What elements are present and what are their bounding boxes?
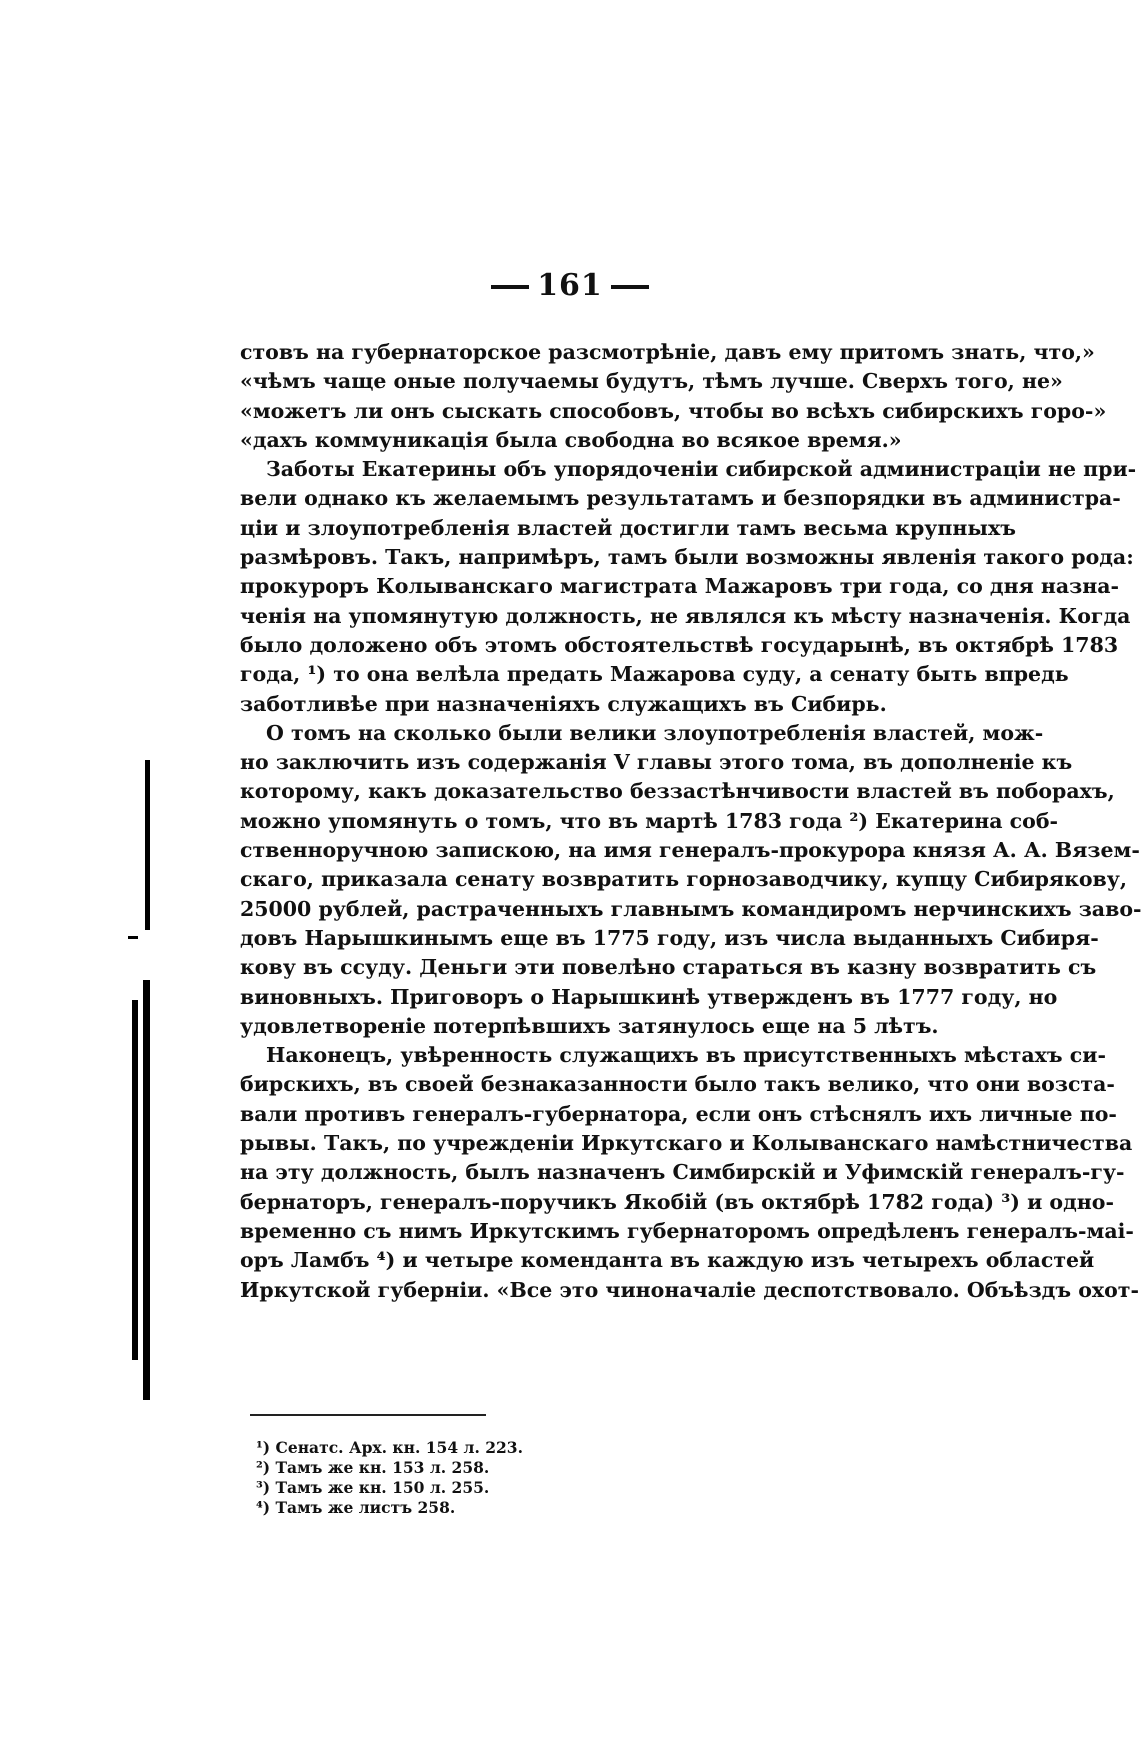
footnotes [256,1438,756,1518]
footnote-divider [250,1414,486,1416]
text-line: рывы. Такъ, по учрежденіи Иркутскаго и Колыванскаго намѣстничества [240,1131,1133,1156]
text-line: «можетъ ли онъ сыскать способовъ, чтобы во всѣхъ сибирскихъ горо-» [240,398,1107,423]
text-line: удовлетвореніе потерпѣвшихъ затянулось еще на 5 лѣтъ. [240,1013,939,1038]
text-line: было доложено объ этомъ обстоятельствѣ государынѣ, въ октябрѣ 1783 [240,632,1119,657]
text-line: «дахъ коммуникація была свободна во всякое время.» [240,427,902,452]
text-line: Наконецъ, увѣренность служащихъ въ присутственныхъ мѣстахъ си- [266,1043,1106,1068]
page-number: 161 [537,268,603,303]
text-line: но заключить изъ содержанія V главы этого тома, въ дополненіе къ [240,750,1073,775]
text-line: «чѣмъ чаще оные получаемы будутъ, тѣмъ лучше. Сверхъ того, не» [240,369,1063,394]
text-line: стовъ на губернаторское разсмотрѣніе, давъ ему притомъ знать, что,» [240,340,1095,364]
text-line: скаго, приказала сенату возвратить горнозаводчику, купцу Сибирякову, [240,867,1128,892]
footnote: ³) Тамъ же кн. 150 л. 255. [256,1478,490,1497]
text-line: О томъ на сколько были велики злоупотребленія властей, мож- [266,720,1044,745]
text-line: можно упомянуть о томъ, что въ мартѣ 1783 года ²) Екатерина соб- [240,808,1059,833]
page-number-header [0,268,1140,303]
text-line: года, ¹) то она велѣла предать Мажарова суду, а сенату быть впредь [240,662,1069,687]
text-line: на эту должность, былъ назначенъ Симбирскій и Уфимскій генералъ-гу- [240,1160,1125,1185]
text-line: ціи и злоупотребленія властей достигли тамъ весьма крупныхъ [240,515,1016,540]
text-line: вали противъ генералъ-губернатора, если онъ стѣснялъ ихъ личные по- [240,1101,1117,1126]
text-line: ственноручною запискою, на имя генералъ-прокурора князя А. А. Вязем- [240,838,1140,863]
footnote: ¹) Сенатс. Арх. кн. 154 л. 223. [256,1438,523,1457]
text-line: которому, какъ доказательство беззастѣнчивости властей въ поборахъ, [240,779,1115,804]
body-text [240,338,1142,1305]
text-line: бернаторъ, генералъ-поручикъ Якобій (въ октябрѣ 1782 года) ³) и одно- [240,1189,1114,1214]
header-left-dash [491,285,529,289]
footnote: ²) Тамъ же кн. 153 л. 258. [256,1458,490,1477]
text-line: бирскихъ, въ своей безнаказанности было такъ велико, что они возста- [240,1072,1115,1097]
text-line: прокуроръ Колыванскаго магистрата Мажаровъ три года, со дня назна- [240,574,1120,599]
text-line: размѣровъ. Такъ, напримѣръ, тамъ были возможны явленія такого рода: [240,545,1134,570]
text-line: 25000 рублей, растраченныхъ главнымъ командиромъ нерчинскихъ заво- [240,896,1142,921]
margin-scan-bar [145,760,150,930]
text-line: виновныхъ. Приговоръ о Нарышкинѣ утвержденъ въ 1777 году, но [240,984,1058,1009]
text-line: заботливѣе при назначеніяхъ служащихъ въ Сибирь. [240,691,887,716]
text-line: вели однако къ желаемымъ результатамъ и безпорядки въ администра- [240,486,1121,511]
text-line: оръ Ламбъ ⁴) и четыре коменданта въ каждую изъ четырехъ областей [240,1248,1095,1273]
text-line: ченія на упомянутую должность, не являлся къ мѣсту назначенія. Когда [240,603,1131,628]
text-line: Заботы Екатерины объ упорядоченіи сибирской администраціи не при- [266,457,1137,482]
margin-scan-bar [132,1000,138,1360]
header-right-dash [611,285,649,289]
margin-scan-bar [143,980,150,1400]
text-line: Иркутской губерніи. «Все это чиноначаліе деспотствовало. Объѣздъ охот- [240,1277,1139,1302]
footnote: ⁴) Тамъ же листъ 258. [256,1498,456,1517]
text-line: кову въ ссуду. Деньги эти повелѣно стараться въ казну возвратить съ [240,955,1097,980]
text-line: довъ Нарышкинымъ еще въ 1775 году, изъ числа выданныхъ Сибиря- [240,925,1099,950]
margin-scan-dash [128,936,138,939]
text-line: временно съ нимъ Иркутскимъ губернаторомъ опредѣленъ генералъ-маі- [240,1218,1134,1243]
